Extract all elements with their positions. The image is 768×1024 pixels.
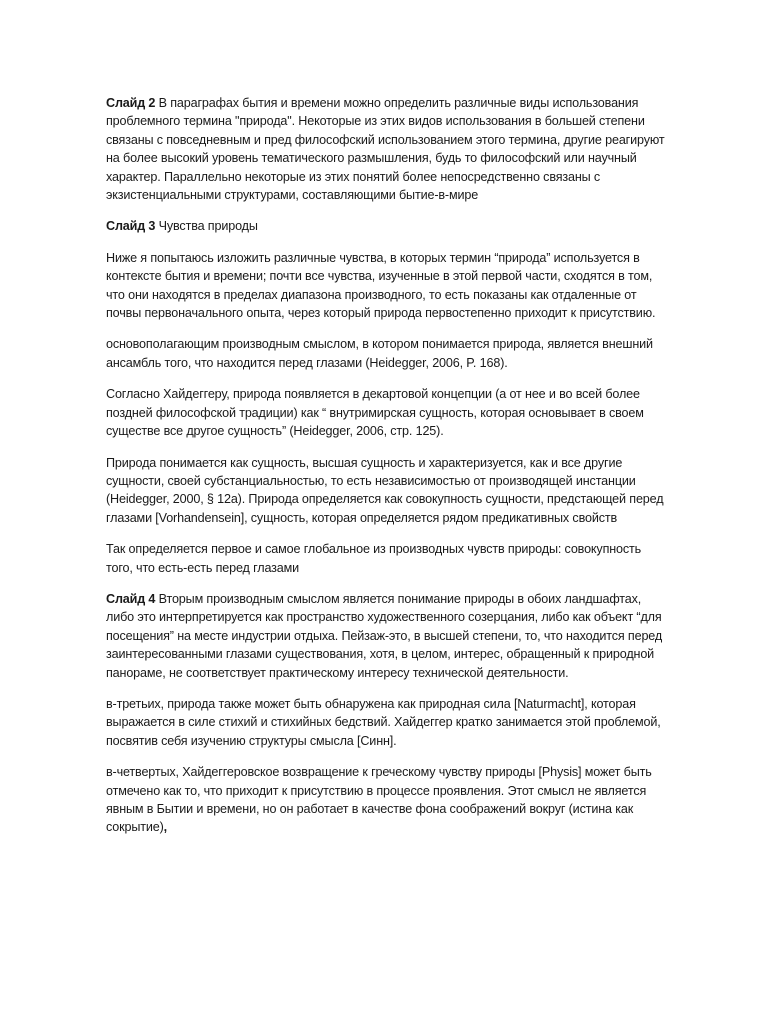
paragraph-cartesian-concept xyxy=(106,385,666,440)
paragraph-text: в-третьих, природа также может быть обнаружена как природная сила [Naturmacht], которая выражается в силе стихий и стихийных бедствий. Хайдеггер кратко занимается этой проблемой, посвятив себя изучению структуры смысла [Синн]. xyxy=(106,696,661,748)
paragraph-senses-intro xyxy=(106,249,666,323)
paragraph-text: В параграфах бытия и времени можно определить различные виды использования проблемного термина "природа". Некоторые из этих видов использования в большей степени связаны с повседневным и пред философский использованием этого термина, другие реагируют на более высокий уровень тематического размышления, будь то философский или научный характер. Параллельно некоторые из этих понятий более непосредственно связаны с экзистенциальными структурами, составляющими бытие-в-мире xyxy=(106,96,665,203)
paragraph-text: Вторым производным смыслом является понимание природы в обоих ландшафтах, либо это интерпретируется как пространство художественного созерцания, либо как объект “для посещения” на месте индустрии отдыха. Пейзаж-это, в высшей степени, то, что находится перед заинтересованными глазами существования, хотя, в целом, интерес, обращенный к природной панораме, не соответствует практическому интересу технической деятельности. xyxy=(106,591,663,680)
paragraph-slide-4 xyxy=(106,590,666,682)
slide-label: Слайд 3 xyxy=(106,219,156,234)
paragraph-text: Природа понимается как сущность, высшая сущность и характеризуется, как и все другие сущности, своей субстанциальностью, то есть независимостью от производящей инстанции (Heidegger, 2000, § 12a). Природа определяется как совокупность сущности, предстающей перед глазами [Vorhandensein], сущность, которая определяется рядом предикативных свойств xyxy=(106,455,664,525)
paragraph-global-sense xyxy=(106,540,666,577)
paragraph-slide-2 xyxy=(106,94,666,204)
paragraph-tail: , xyxy=(163,820,168,835)
document-page xyxy=(106,94,666,850)
paragraph-substance xyxy=(106,454,666,528)
paragraph-slide-3 xyxy=(106,217,666,235)
paragraph-text: Ниже я попытаюсь изложить различные чувства, в которых термин “природа” используется в контексте бытия и времени; почти все чувства, изученные в этой первой части, сходятся в том, что они находятся в пределах диапазона производного, то есть показаны как отдаленные от почвы первоначального опыта, через который природа первостепенно приходит к присутствию. xyxy=(106,250,656,321)
paragraph-text: Согласно Хайдеггеру, природа появляется в декартовой концепции (а от нее и во всей более поздней философской традиции) как “ внутримирская сущность, которая основывает в своем существе все другое сущность” (Heidegger, 2006, стр. 125). xyxy=(106,387,644,439)
paragraph-text: в-четвертых, Хайдеггеровское возвращение к греческому чувству природы [Physis] может быть отмечено как то, что приходит к присутствию в процессе проявления. Этот смысл не является явным в Бытии и времени, но он работает в качестве фона соображений вокруг (истина как сокрытие) xyxy=(106,765,652,835)
paragraph-third-sense xyxy=(106,695,666,750)
paragraph-first-derived-sense xyxy=(106,335,666,372)
paragraph-text: основополагающим производным смыслом, в котором понимается природа, является внешний ансамбль того, что находится перед глазами (Heidegger, 2006, P. 168). xyxy=(106,337,653,370)
paragraph-fourth-sense xyxy=(106,763,666,837)
slide-label: Слайд 2 xyxy=(106,96,156,110)
slide-label: Слайд 4 xyxy=(106,591,156,606)
paragraph-text: Чувства природы xyxy=(155,219,258,234)
paragraph-text: Так определяется первое и самое глобальное из производных чувств природы: совокупность того, что есть-есть перед глазами xyxy=(106,542,642,575)
